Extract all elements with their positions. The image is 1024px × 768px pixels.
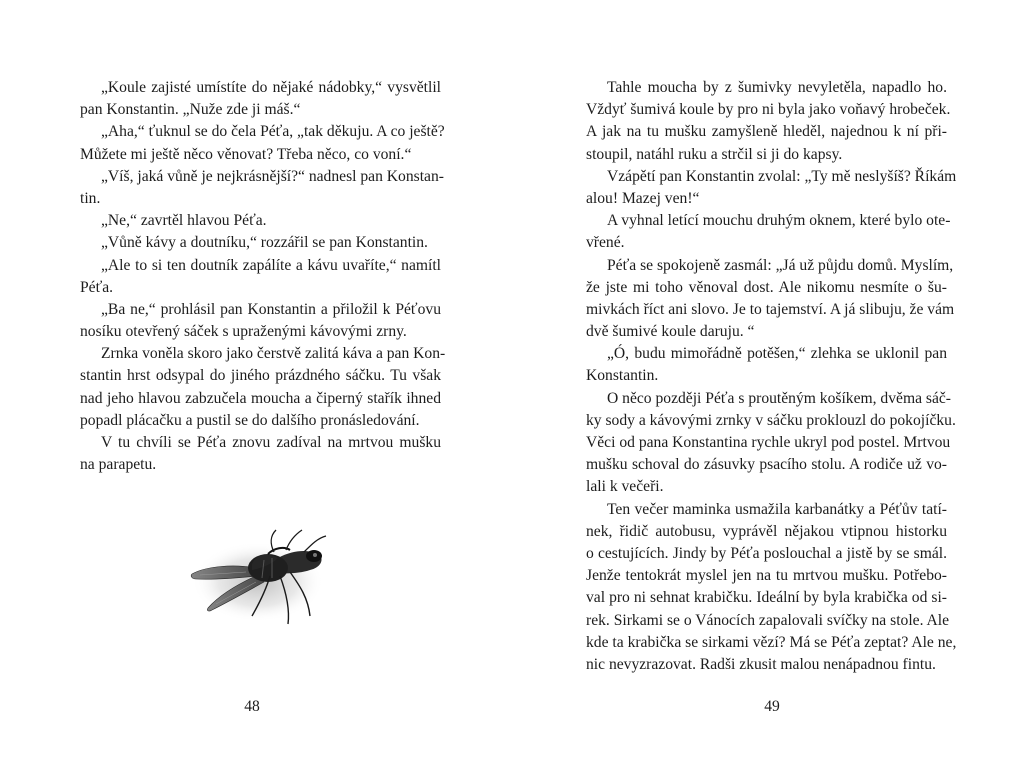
text-line: V tu chvíli se Péťa znovu zadíval na mrtvou mušku — [101, 434, 441, 451]
page-number-right: 49 — [764, 698, 780, 715]
text-line: popadl plácačku a pustil se do dalšího pronásledování. — [80, 411, 420, 429]
text-line: nic nevyzrazovat. Radši zkusit malou nenápadnou fintu. — [586, 655, 936, 673]
text-line: „Ale to si ten doutník zapálíte a kávu uvaříte,“ namítl — [101, 256, 441, 274]
text-line: dvě šumivé koule daruju. “ — [586, 323, 755, 341]
fly-illustration-icon — [186, 512, 338, 640]
text-line: rek. Sirkami se o Vánocích zapalovali svíčky na stole. Ale — [586, 611, 950, 629]
text-line: „Koule zajisté umístíte do nějaké nádobky,“ vysvětlil — [101, 79, 441, 96]
text-line: O něco později Péťa s proutěným košíkem, dvěma sáč- — [607, 389, 951, 407]
text-line: „Ne,“ zavrtěl hlavou Péťa. — [101, 212, 267, 230]
text-line: „Ó, budu mimořádně potěšen,“ zlehka se uklonil pan — [607, 345, 947, 363]
text-line: Ten večer maminka usmažila karbanátky a Péťův tatí- — [607, 500, 947, 518]
text-line: tin. — [80, 189, 101, 207]
text-line: Můžete mi ještě něco věnovat? Třeba něco, co voní.“ — [80, 145, 412, 163]
text-line: že jste mi toho věnoval dost. Ale nikomu nesmíte o šu- — [586, 278, 947, 296]
text-line: „Ba ne,“ prohlásil pan Konstantin a přiložil k Péťovu — [101, 300, 441, 318]
text-line: lali k večeři. — [586, 478, 664, 496]
right-page — [512, 0, 1024, 768]
text-line: nad jeho hlavou zabzučela moucha a čiperný stařík ihned — [80, 389, 441, 407]
text-line: A jak na tu mušku zamyšleně hleděl, najednou k ní při- — [586, 123, 947, 141]
text-line: alou! Mazej ven!“ — [586, 189, 700, 207]
text-line: Vždyť šumivá koule by pro ni byla jako voňavý hrobeček. — [586, 101, 951, 119]
text-line: nosíku otevřený sáček s upraženými kávovými zrny. — [80, 323, 407, 341]
text-line: na parapetu. — [80, 456, 157, 474]
text-line: Věci od pana Konstantina rychle ukryl pod postel. Mrtvou — [586, 434, 951, 451]
text-line: pan Konstantin. „Nuže zde ji máš.“ — [80, 101, 301, 119]
text-line: stoupil, natáhl ruku a strčil si ji do kapsy. — [586, 145, 843, 163]
text-line: Péťa. — [80, 278, 114, 296]
text-line: Vzápětí pan Konstantin zvolal: „Ty mě neslyšíš? Říkám — [607, 167, 957, 185]
text-line: Zrnka voněla skoro jako čerstvě zalitá káva a pan Kon- — [101, 345, 446, 363]
text-line: Konstantin. — [586, 367, 659, 385]
text-line: „Aha,“ ťuknul se do čela Péťa, „tak děkuju. A co ještě? — [101, 123, 445, 141]
text-line: nek, řidič autobusu, vyprávěl nějakou vtipnou historku — [586, 522, 947, 540]
text-line: A vyhnal letící mouchu druhým oknem, které bylo ote- — [607, 212, 951, 230]
text-line: stantin hrst odsypal do jiného prázdného sáčku. Tu však — [80, 367, 441, 385]
text-line: mušku schoval do zásuvky psacího stolu. A rodiče už vo- — [586, 456, 947, 474]
text-line: ky sody a kávovými zrnky v sáčku proklouzl do pokojíčku. — [586, 411, 956, 429]
text-line: Péťa se spokojeně zasmál: „Já už půjdu domů. Myslím, — [607, 256, 954, 274]
text-line: val pro ni sehnat krabičku. Ideální by byla krabička od si- — [586, 589, 947, 607]
text-line: o cestujících. Jindy by Péťa poslouchal a jistě by se smál. — [586, 544, 947, 562]
text-line: Tahle moucha by z šumivky nevyletěla, napadlo ho. — [607, 79, 947, 96]
text-line: Jenže tentokrát myslel jen na tu mrtvou mušku. Potřebo- — [586, 567, 947, 585]
right-page-text — [586, 77, 957, 676]
text-line: vřené. — [586, 234, 625, 252]
text-line: „Vůně kávy a doutníku,“ rozzářil se pan Konstantin. — [101, 234, 428, 252]
text-line: mivkách říct ani slovo. Je to tajemství. A já slibuju, že vám — [586, 300, 955, 318]
text-line: „Víš, jaká vůně je nejkrásnější?“ nadnesl pan Konstan- — [101, 167, 444, 185]
text-line: kde ta krabička se sirkami vězí? Má se Péťa zeptat? Ale ne, — [586, 633, 957, 651]
left-page-text — [80, 77, 446, 476]
page-number-left: 48 — [244, 698, 260, 715]
